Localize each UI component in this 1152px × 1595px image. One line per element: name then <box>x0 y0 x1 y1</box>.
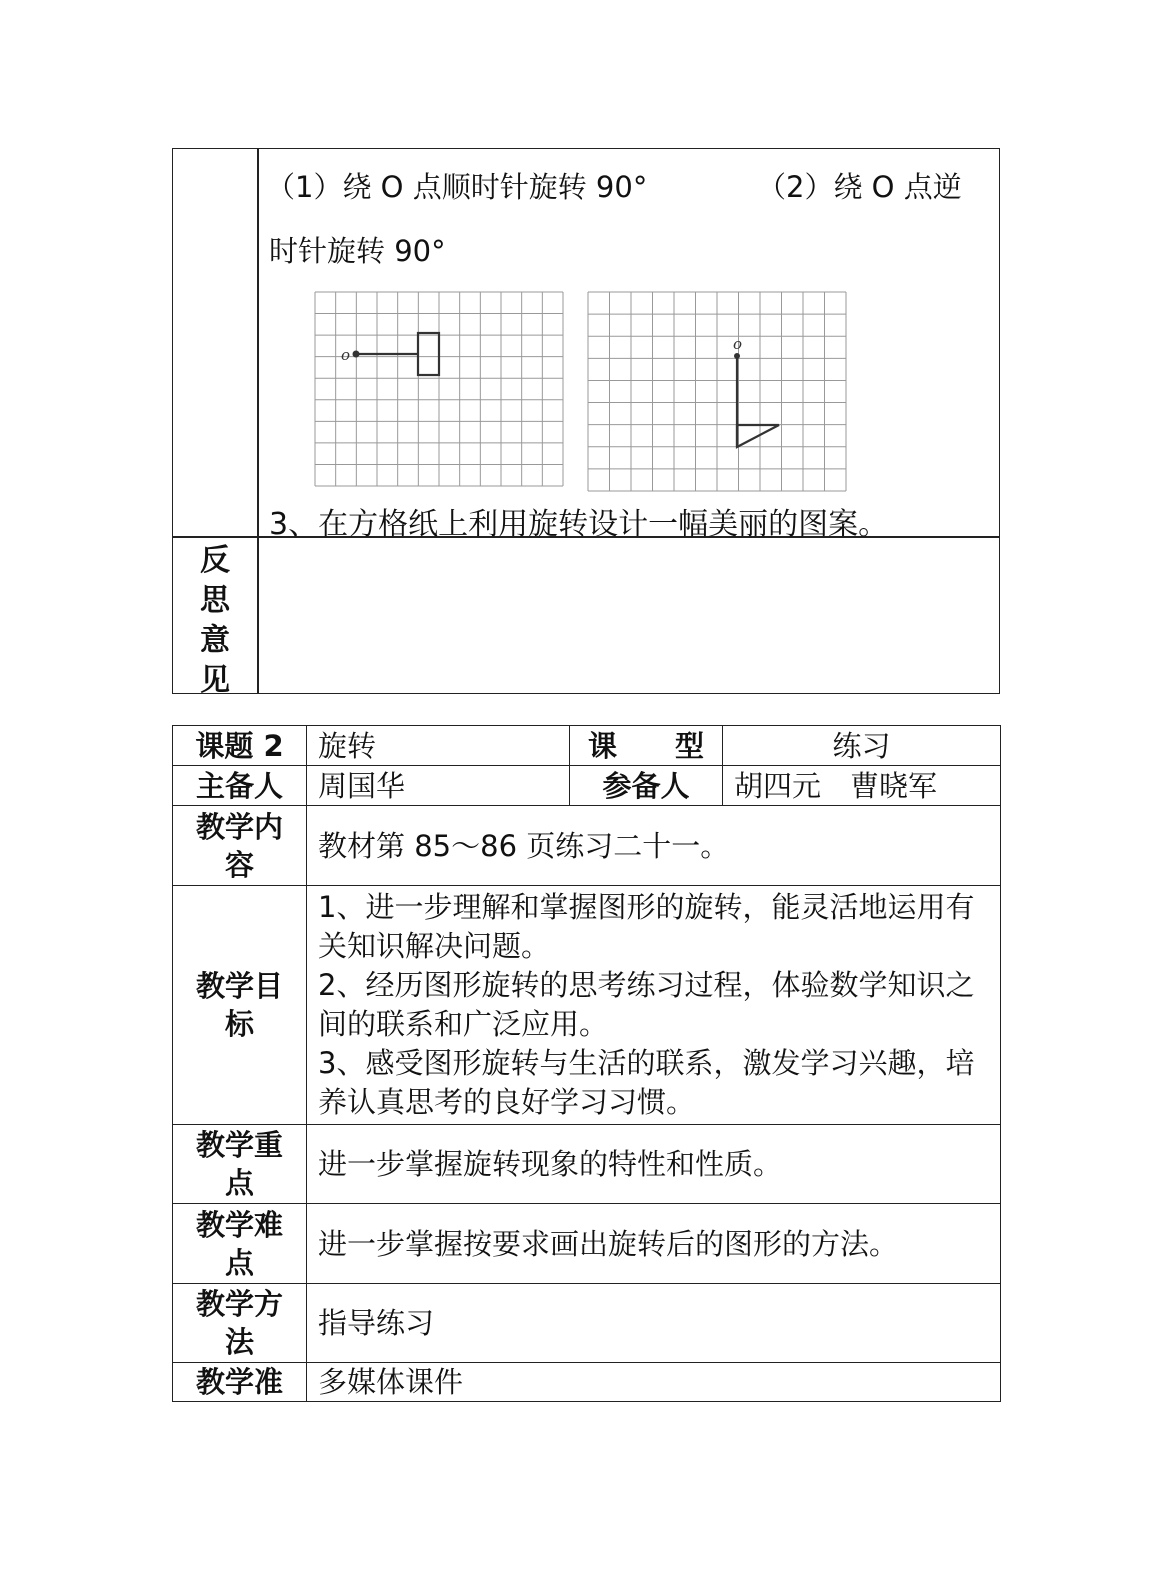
goals-content <box>307 886 1001 1125</box>
preparer-label: 主备人 <box>173 766 307 806</box>
point-label-o: o <box>733 335 743 353</box>
key-point-label: 教学重点 <box>173 1125 307 1204</box>
goals-label: 教学目标 <box>173 886 307 1125</box>
lesson-plan-table <box>172 725 1001 1402</box>
rectangle-shape <box>418 333 439 375</box>
reflection-label <box>173 539 257 698</box>
reflection-content <box>259 539 999 693</box>
participants-label: 参备人 <box>570 766 723 806</box>
participants-value: 胡四元 曹晓军 <box>723 766 1001 806</box>
exercise-table <box>172 148 1000 698</box>
reflection-char: 见 <box>200 663 230 698</box>
type-label: 课 型 <box>570 726 723 766</box>
preparation-value: 多媒体课件 <box>307 1363 1001 1402</box>
question-1: （1）绕 O 点顺时针旋转 90° <box>266 170 648 204</box>
difficulty-value: 进一步掌握按要求画出旋转后的图形的方法。 <box>307 1204 1001 1284</box>
method-label: 教学方法 <box>173 1284 307 1363</box>
topic-label: 课题 2 <box>173 726 307 766</box>
grid-figure-1 <box>314 291 564 487</box>
reflection-char: 思 <box>200 583 230 618</box>
goal-item: 2、经历图形旋转的思考练习过程，体验数学知识之间的联系和广泛应用。 <box>318 968 975 1041</box>
center-point-o <box>353 351 360 358</box>
center-point-o <box>734 353 740 359</box>
reflection-char: 意 <box>200 623 230 658</box>
method-value: 指导练习 <box>307 1284 1001 1363</box>
point-label-o: o <box>341 346 351 364</box>
topic-value: 旋转 <box>307 726 570 766</box>
preparation-label: 教学准 <box>173 1363 307 1402</box>
reflection-char: 反 <box>200 543 230 578</box>
key-point-value: 进一步掌握旋转现象的特性和性质。 <box>307 1125 1001 1204</box>
triangle-shape <box>737 425 779 447</box>
goal-item: 1、进一步理解和掌握图形的旋转，能灵活地运用有关知识解决问题。 <box>318 890 975 963</box>
type-value: 练习 <box>723 726 1001 766</box>
grid-figure-2 <box>587 291 847 492</box>
question-2-start: （2）绕 O 点逆 <box>757 170 962 204</box>
preparer-value: 周国华 <box>307 766 570 806</box>
question-3: 3、在方格纸上利用旋转设计一幅美丽的图案。 <box>269 507 889 542</box>
content-value: 教材第 85～86 页练习二十一。 <box>307 806 1001 886</box>
content-label: 教学内容 <box>173 806 307 886</box>
question-2-end: 时针旋转 90° <box>269 234 446 268</box>
difficulty-label: 教学难点 <box>173 1204 307 1284</box>
goal-item: 3、感受图形旋转与生活的联系，激发学习兴趣，培养认真思考的良好学习习惯。 <box>318 1046 975 1119</box>
